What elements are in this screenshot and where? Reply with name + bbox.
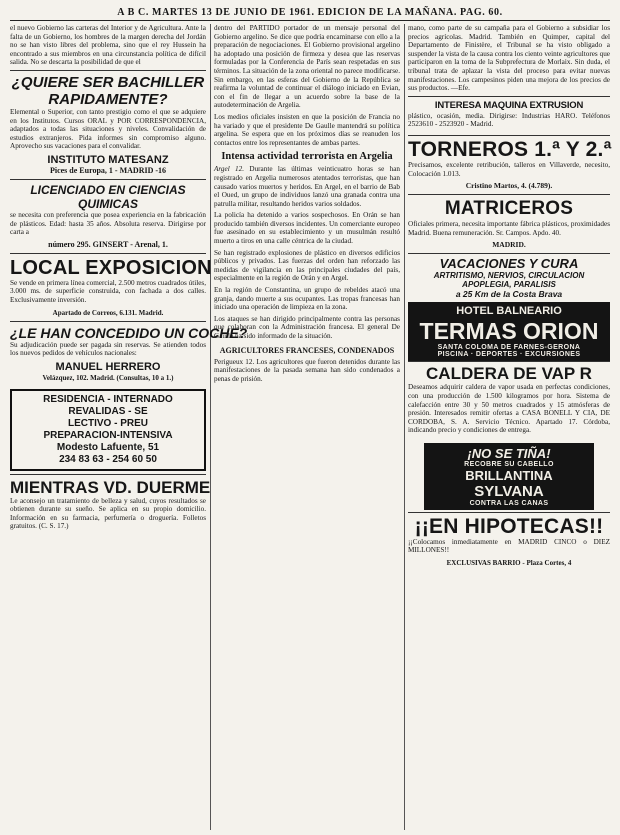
- ad-residencia-line: RESIDENCIA - INTERNADO: [43, 393, 173, 405]
- ad-residencia-phones: 234 83 63 - 254 60 50: [59, 453, 157, 465]
- ad-exposicion-text: Se vende en primera línea comercial, 2.500 metros cuadrados útiles, 3.000 ms. de superficie construida, con fachada a dos calles. Exclusivamente inversión.: [10, 278, 206, 304]
- ad-torneros-heading: TORNEROS 1.ª Y 2.ª: [408, 137, 612, 161]
- column-3: [408, 24, 610, 830]
- ad-coche: [10, 321, 248, 386]
- story1-text: dentro del PARTIDO portador de un mensaje personal del Gobierno argelino. Se dice que podría encaminarse con ello a la preparación de negociaciones. El Gobierno provisional argelino ha adoptado una posición de firmeza y desea que las reservas formuladas por la Conferencia de París sean respetadas en sus términos. La situación de la zona oriental no parece modificarse. Sin embargo, en las esferas del Gobierno de la República se reafirma la voluntad de continuar el diálogo iniciado en Evian, con el fin de llegar a un acuerdo sobre la base de la autodeterminación de Argelia.: [214, 24, 400, 110]
- ad-torneros-text: Precisamos, excelente retribución, talleros en Villaverde, necesito, Colocación 1.013.: [408, 160, 610, 178]
- ad-vacaciones: [408, 253, 610, 302]
- ad-sylvana-line4: SYLVANA: [474, 482, 544, 500]
- ad-orion-line2: TERMAS ORION: [419, 318, 599, 345]
- ad-bachiller-name: INSTITUTO MATESANZ: [47, 153, 169, 166]
- ad-duerme-heading: MIENTRAS VD. DUERME: [10, 477, 211, 497]
- ad-sylvana-line3: BRILLANTINA: [465, 467, 553, 483]
- ad-orion-line4: PISCINA · DEPORTES · EXCURSIONES: [437, 351, 581, 359]
- story3-p1: Perigueux 12. Los agricultores que fueron detenidos durante las manifestaciones de la pasada semana han sido condenados a penas de prisión.: [214, 357, 400, 383]
- column-rule-2: [404, 24, 405, 830]
- ad-exposicion-contact: Apartado de Correos, 6.131. Madrid.: [52, 308, 164, 317]
- ad-orion-line1: HOTEL BALNEARIO: [456, 305, 562, 318]
- ad-hipotecas: [408, 512, 610, 571]
- ad-licenciado-heading: LICENCIADO EN CIENCIAS QUIMICAS: [30, 182, 186, 211]
- columns: [10, 24, 610, 830]
- ad-vacaciones-heading: VACACIONES Y CURA: [439, 256, 579, 272]
- ad-caldera-text: Deseamos adquirir caldera de vapor usada en perfectas condiciones, con una producción de 1.500 kilogramos por hora. Sistema de calefacción entre 30 y 50 metros cuadrados y 15 atmósferas de presión. Interesados remitir ofertas a CASA BONELL Y CIA, DE CORDOBA, S. A. Servicio Técnico. Apartado 17. Córdoba, indicando precio y condiciones de entrega.: [408, 383, 610, 435]
- ad-sylvana: [424, 443, 594, 510]
- newspaper-page: [10, 6, 610, 830]
- ad-sylvana-line5: CONTRA LAS CANAS: [469, 499, 549, 507]
- ad-residencia-line: REVALIDAS - SE: [68, 405, 148, 417]
- ad-hipotecas-contact: EXCLUSIVAS BARRIO - Plaza Cortes, 4: [446, 559, 572, 568]
- ad-duerme-text: Le aconsejo un tratamiento de belleza y salud, cuyos resultados se obtienen durante su sueño. Se aplica en su propio domicilio. Información en su farmacia, perfumería o droguería. Folletos gratuitos. (C. S. 17.): [10, 496, 206, 531]
- story2-p3: Se han registrado explosiones de plástico en diversos edificios públicos y privados. Las fuerzas del orden han reforzado las medidas de vigilancia en las principales ciudades del país, especialmente en la región de Orán y en Argel.: [214, 248, 400, 283]
- ad-coche-text: Su adjudicación puede ser pagada sin reservas. Se atienden todos los nuevos pedidos de vehículos nacionales:: [10, 340, 206, 358]
- ad-duerme: [10, 474, 211, 537]
- story2-paragraph: [214, 165, 400, 208]
- story2-p5: Los ataques se han dirigido principalmente contra las personas que colaboran con la Administración francesa. El general De Gaulle ha sido informado de la situación.: [214, 314, 400, 340]
- ad-vacaciones-sub1: ARTRITISMO, NERVIOS, CIRCULACION: [433, 271, 585, 281]
- ad-licenciado: [10, 179, 206, 253]
- ad-torneros-contact: Cristino Martos, 4. (4.789).: [465, 181, 553, 191]
- story2-p2: La policía ha detenido a varios sospechosos. En Orán se han producido también diversos incidentes. Un comerciante europeo fue asesinado en su establecimiento y un musulmán resultó muerto a tiros en una calle céntrica de la ciudad.: [214, 211, 400, 246]
- ad-exposicion: [10, 253, 212, 321]
- ad-hipotecas-text: ¡¡Colocamos inmediatamente en MADRID CINCO o DIEZ MILLONES!!: [408, 537, 610, 555]
- ad-exposicion-heading: LOCAL EXPOSICION: [10, 256, 212, 279]
- ad-residencia-line: LECTIVO - PREU: [67, 417, 148, 429]
- story2-p4: En la región de Constantina, un grupo de rebeldes atacó una granja, dando muerte a sus ocupantes. Las tropas francesas han iniciado una operación de limpieza en la zona.: [214, 286, 400, 312]
- ad-matriceros: [408, 194, 610, 253]
- column-rule-1: [210, 24, 211, 830]
- running-head: A B C. MARTES 13 DE JUNIO DE 1961. EDICION DE LA MAÑANA. PAG. 60.: [10, 6, 610, 21]
- ad-bachiller: [10, 70, 206, 179]
- ad-coche-name: MANUEL HERRERO: [55, 360, 161, 373]
- ad-vacaciones-sub3: a 25 Km de la Costa Brava: [455, 289, 563, 300]
- ad-matriceros-text: Oficiales primera, necesita importante fábrica plásticos, proximidades Madrid. Buena remuneración. Sr. Campos. Apdo. 40.: [408, 220, 610, 237]
- ad-torneros: [408, 135, 610, 194]
- ad-caldera: [408, 361, 610, 441]
- ad-orion: [408, 302, 610, 361]
- ad-sylvana-line2: RECOBRE SU CABELLO: [464, 460, 554, 468]
- ad-coche-heading: ¿LE HAN CONCEDIDO UN COCHE?: [10, 324, 248, 341]
- ad-bachiller-heading: ¿QUIERE SER BACHILLER RAPIDAMENTE?: [11, 73, 205, 108]
- ad-coche-address: Velázquez, 102. Madrid. (Consultas, 10 a 1.): [42, 373, 174, 382]
- ad-matriceros-heading: MATRICEROS: [444, 198, 574, 220]
- subhead: AGRICULTORES FRANCESES, CONDENADOS: [219, 345, 395, 355]
- ad-hipotecas-heading: ¡¡EN HIPOTECAS!!: [414, 514, 604, 538]
- ad-vacaciones-sub2: APOPLEGIA, PARALISIS: [462, 280, 556, 290]
- ad-matriceros-city: MADRID.: [492, 240, 526, 250]
- dateline: Argel 12.: [214, 165, 245, 174]
- ad-bachiller-text: Elemental o Superior, con tanto prestigio como el que se adquiere en los Institutos. Cursos ORAL y POR CORRESPONDENCIA, adaptados a todas las situaciones y niveles. Convalidación de estudios extranjeros. Pida informes sin compromiso alguno. Aprovecho sus vacaciones para el convalidar.: [10, 107, 206, 151]
- ad-industria-text: plástico, ocasión, media. Dirigirse: Industrias HARO. Teléfonos 2523610 - 2523920 - Madrid.: [408, 111, 610, 129]
- intro-text-col3: mano, como parte de su campaña para el Gobierno a subsidiar los precios agrícolas. Madrid. También en Quimper, capital del Departamento de Finistère, el Tribunal se ha visto obligado a suspender la vista de la causa contra los ciento veinte agricultores que participaron en la toma de la Subprefectura de Morlaix. Sin duda, el tribunal trata de aplazar la vista del proceso para evitar nuevas manifestaciones. Los campesinos piden una mejora de los precios de sus productos. —Efe.: [408, 24, 610, 93]
- ad-residencia: [10, 389, 206, 471]
- ad-licenciado-contact: número 295. GINSERT - Arenal, 1.: [48, 239, 168, 249]
- intro-text: el nuevo Gobierno las carteras del Interior y de Agricultura. Ante la falta de un Gobierno, los hombres de la margen derecha del Jordán no se han visto libres del problema, sino que el rey Hussein ha encontrado a sus miembros en una circunstancia política de difícil salida. No se descarta la posibilidad de que el: [10, 24, 206, 67]
- ad-residencia-line: Modesto Lafuente, 51: [56, 441, 160, 453]
- ad-bachiller-address: Pices de Europa, 1 - MADRID -16: [49, 165, 167, 175]
- ad-orion-line3: SANTA COLOMA DE FARNES-GERONA: [437, 344, 581, 352]
- column-2: [214, 24, 400, 830]
- ad-licenciado-text: se necesita con preferencia que posea experiencia en la fabricación de plásticos. Edad: hasta 35 años. Absoluta reserva. Dirigirse por carta a: [10, 210, 206, 237]
- headline: Intensa actividad terrorista en Argelia: [221, 151, 393, 163]
- ad-caldera-heading: CALDERA DE VAP R: [426, 364, 592, 384]
- ad-sylvana-line1: ¡NO SE TIÑA!: [467, 445, 551, 461]
- story2-p1: Durante las últimas veinticuatro horas se han registrado en Argelia numerosos atentados terroristas, que han causado varios muertos y heridos. En Argel, en el barrio de Bab el Oued, un grupo de individuos lanzó una granada contra una patrulla militar, resultando heridos varios soldados.: [214, 165, 400, 208]
- ad-industria: [408, 96, 610, 135]
- ad-industria-heading: INTERESA MAQUINA EXTRUSION: [434, 99, 584, 111]
- ad-residencia-line: PREPARACION-INTENSIVA: [43, 429, 173, 441]
- story1-text-b: Los medios oficiales insisten en que la posición de Francia no ha variado y que el presidente De Gaulle mantendrá su política argelina. Se espera que en los próximos días se reanuden los contactos entre los representantes de ambas partes.: [214, 112, 400, 147]
